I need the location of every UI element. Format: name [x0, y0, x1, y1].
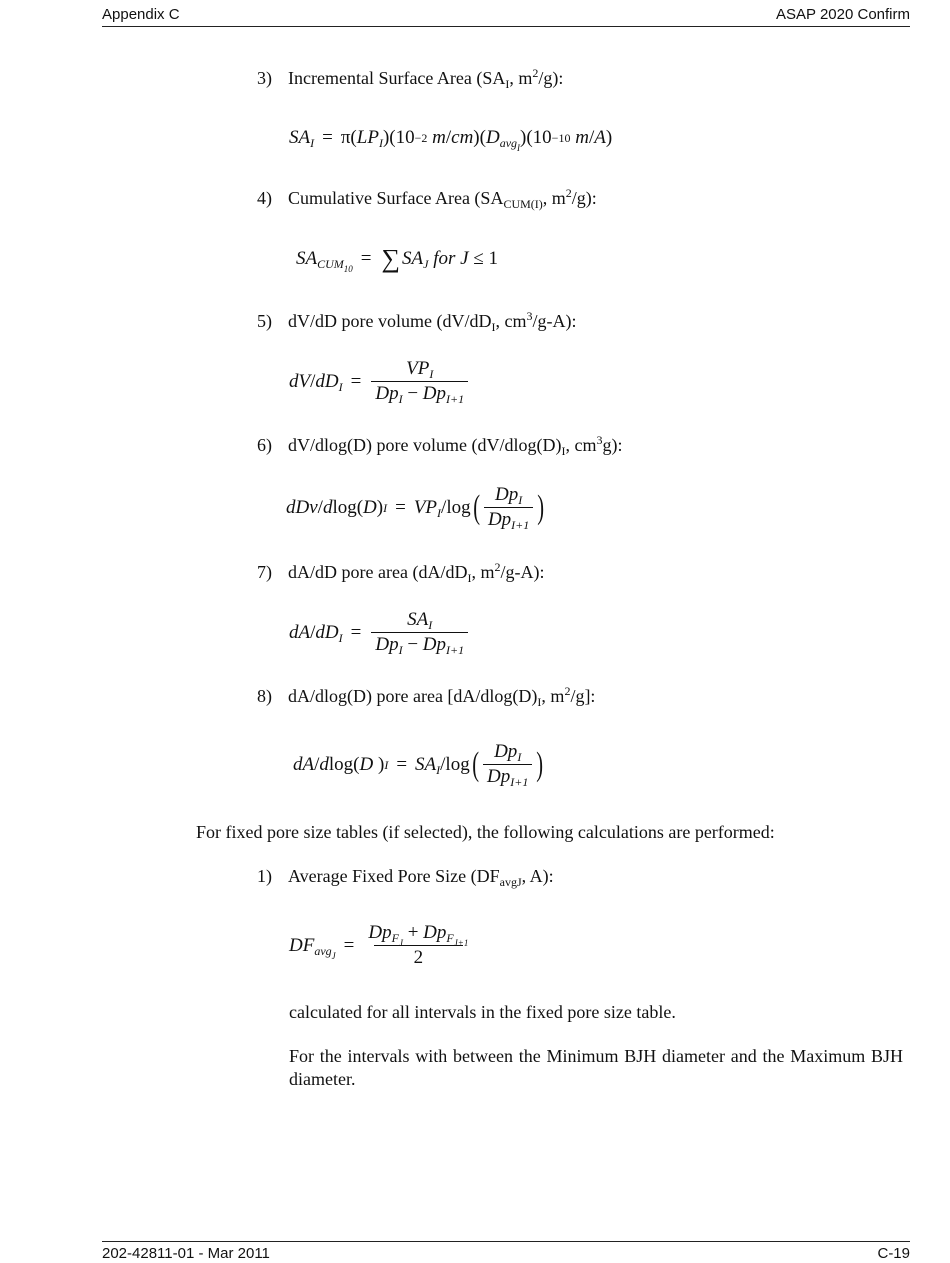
- calc-all-intervals-text: calculated for all intervals in the fixed pore size table.: [289, 1002, 676, 1022]
- item-unit-end: g):: [602, 435, 623, 455]
- item-number: 1): [257, 866, 272, 886]
- header-document-title: ASAP 2020 Confirm: [776, 6, 910, 23]
- item-number: 3): [257, 68, 272, 88]
- page-header: [102, 4, 910, 27]
- item-unit: , cm: [495, 311, 527, 331]
- item-number: 7): [257, 562, 272, 582]
- footer-document-number: 202-42811-01 - Mar 2011: [102, 1245, 270, 1262]
- item-number: 8): [257, 686, 272, 706]
- item-cumulative-surface-area: [257, 188, 597, 209]
- item-dv-dlogd-pore-volume: [257, 435, 622, 456]
- item-subscript: I: [491, 320, 496, 334]
- item-unit: , cm: [565, 435, 597, 455]
- item-unit: , m: [541, 686, 565, 706]
- item-number: 4): [257, 188, 272, 208]
- item-unit: , m: [542, 188, 566, 208]
- item-title: dA/dlog(D) pore area [dA/dlog(D): [288, 686, 538, 706]
- item-subscript: I: [537, 695, 542, 709]
- item-superscript: 2: [565, 186, 572, 200]
- intervals-text: For the intervals with between the Minimum BJH diameter and the Maximum BJH diameter.: [289, 1046, 903, 1089]
- equation-dv-dlogd: dDv / d log( D ) I = $VP_I$ /log ( $\frac{Dp_I}{Dp_{I+1}}$ ): [286, 484, 545, 532]
- equation-da-dlogd: dA / d log( D ) I = $SA_I$ /log ( $\frac{Dp_I}{Dp_{I+1}}$ ): [293, 741, 544, 789]
- item-subscript: I: [467, 571, 472, 585]
- equation-dv-dd: dV / $dD_I$ = $\frac{VP_I}{Dp_I - Dp_{I+1}}$: [289, 358, 470, 405]
- item-number: 6): [257, 435, 272, 455]
- item-superscript: 3: [526, 309, 533, 323]
- item-average-fixed-pore-size: [257, 866, 554, 887]
- item-unit: , m: [471, 562, 495, 582]
- item-incremental-surface-area: [257, 68, 563, 89]
- item-title: Cumulative Surface Area (SA: [288, 188, 504, 208]
- item-title: Incremental Surface Area (SA: [288, 68, 506, 88]
- item-superscript: 3: [596, 433, 603, 447]
- item-superscript: 2: [494, 560, 501, 574]
- equation-cumulative-surface-area: $SA_{CUM_{10}}$ = ∑ $SA_J$ for J ≤ 1: [296, 244, 499, 274]
- item-title: dV/dlog(D) pore volume (dV/dlog(D): [288, 435, 562, 455]
- footer-page-number: C-19: [877, 1245, 910, 1262]
- item-unit-end: /g):: [571, 188, 597, 208]
- item-number: 5): [257, 311, 272, 331]
- item-superscript: 2: [532, 66, 539, 80]
- item-unit: , A):: [521, 866, 554, 886]
- item-da-dlogd-pore-area: [257, 686, 595, 707]
- header-section-title: Appendix C: [102, 6, 180, 23]
- item-superscript: 2: [564, 684, 571, 698]
- item-subscript: I: [505, 77, 510, 91]
- fixed-pore-intro: For fixed pore size tables (if selected), the following calculations are performed:: [196, 822, 775, 842]
- equation-incremental-surface-area: $SA_I$ = π( $LP_I$ )(10 −2 m / cm )( $D_{avg_I}$ )(10 −10 m / A ): [289, 127, 613, 153]
- item-unit-end: /g):: [538, 68, 564, 88]
- item-title: Average Fixed Pore Size (DF: [288, 866, 500, 886]
- item-subscript: avgJ: [499, 875, 522, 889]
- item-title: dV/dD pore volume (dV/dD: [288, 311, 492, 331]
- item-unit-end: /g]:: [570, 686, 596, 706]
- item-title: dA/dD pore area (dA/dD: [288, 562, 468, 582]
- item-da-dd-pore-area: [257, 562, 544, 583]
- item-subscript: I: [561, 444, 566, 458]
- equation-average-fixed-pore-size: $DF_{avg_J}$ = $\frac{Dp_{F_J} + Dp_{F_{J+1}}}{2}$: [289, 922, 469, 968]
- item-unit-end: /g-A):: [500, 562, 545, 582]
- item-subscript: CUM(I): [503, 197, 543, 211]
- item-unit-end: /g-A):: [532, 311, 577, 331]
- item-unit: , m: [509, 68, 533, 88]
- item-dv-dd-pore-volume: [257, 311, 576, 332]
- equation-da-dd: dA / $dD_I$ = $\frac{SA_I}{Dp_I - Dp_{I+1}}$: [289, 609, 470, 656]
